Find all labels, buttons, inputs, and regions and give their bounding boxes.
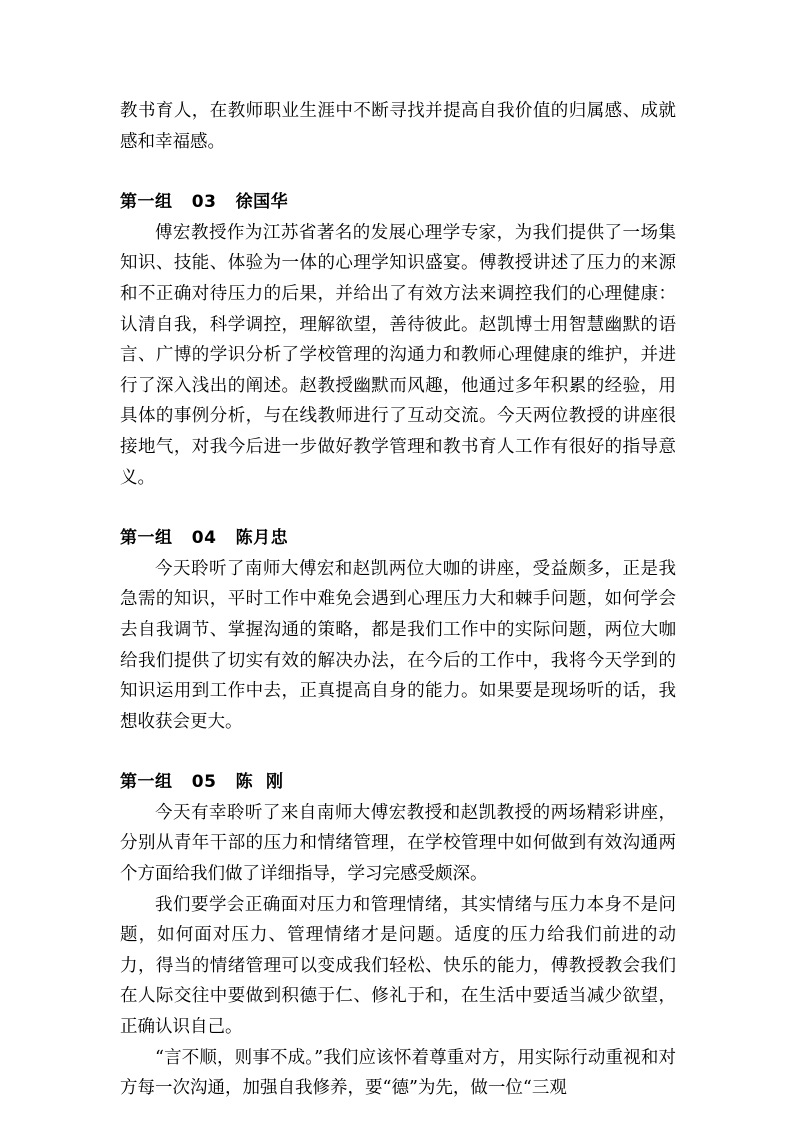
section-04 bbox=[120, 523, 676, 737]
section-paragraph: 今天有幸聆听了来自南师大傅宏教授和赵凯教授的两场精彩讲座，分别从青年干部的压力和情绪管理，在学校管理中如何做到有效沟通两个方面给我们做了详细指导，学习完感受颇深。 bbox=[120, 802, 676, 885]
continuation-paragraph: 教书育人，在教师职业生涯中不断寻找并提高自我价值的归属感、成就感和幸福感。 bbox=[120, 101, 676, 152]
section-05 bbox=[120, 767, 676, 1104]
section-paragraph: 我们要学会正确面对压力和管理情绪，其实情绪与压力本身不是问题，如何面对压力、管理情绪才是问题。适度的压力给我们前进的动力，得当的情绪管理可以变成我们轻松、快乐的能力，傅教授教会我们在人际交往中要做到积德于仁、修礼于和，在生活中要适当减少欲望，正确认识自己。 bbox=[120, 894, 676, 1038]
section-paragraph: 今天聆听了南师大傅宏和赵凯两位大咖的讲座，受益颇多，正是我急需的知识，平时工作中难免会遇到心理压力大和棘手问题，如何学会去自我调节、掌握沟通的策略，都是我们工作中的实际问题，两位大咖给我们提供了切实有效的解决办法，在今后的工作中，我将今天学到的知识运用到工作中去，正真提高自身的能力。如果要是现场听的话，我想收获会更大。 bbox=[120, 558, 676, 732]
section-paragraph: 傅宏教授作为江苏省著名的发展心理学专家，为我们提供了一场集知识、技能、体验为一体的心理学知识盛宴。傅教授讲述了压力的来源和不正确对待压力的后果，并给出了有效方法来调控我们的心理健康：认清自我，科学调控，理解欲望，善待彼此。赵凯博士用智慧幽默的语言、广博的学识分析了学校管理的沟通力和教师心理健康的维护，并进行了深入浅出的阐述。赵教授幽默而风趣，他通过多年积累的经验，用具体的事例分析，与在线教师进行了互动交流。今天两位教授的讲座很接地气，对我今后进一步做好教学管理和教书育人工作有很好的指导意义。 bbox=[120, 222, 676, 488]
section-heading: 第一组 03 徐国华 bbox=[120, 192, 289, 213]
section-03 bbox=[120, 187, 676, 493]
section-heading: 第一组 04 陈月忠 bbox=[120, 528, 289, 549]
document-body bbox=[120, 96, 676, 1104]
section-heading: 第一组 05 陈 刚 bbox=[120, 772, 284, 793]
section-paragraph: “言不顺，则事不成。”我们应该怀着尊重对方，用实际行动重视和对方每一次沟通，加强自我修养，要“德”为先，做一位“三观 bbox=[120, 1047, 676, 1099]
